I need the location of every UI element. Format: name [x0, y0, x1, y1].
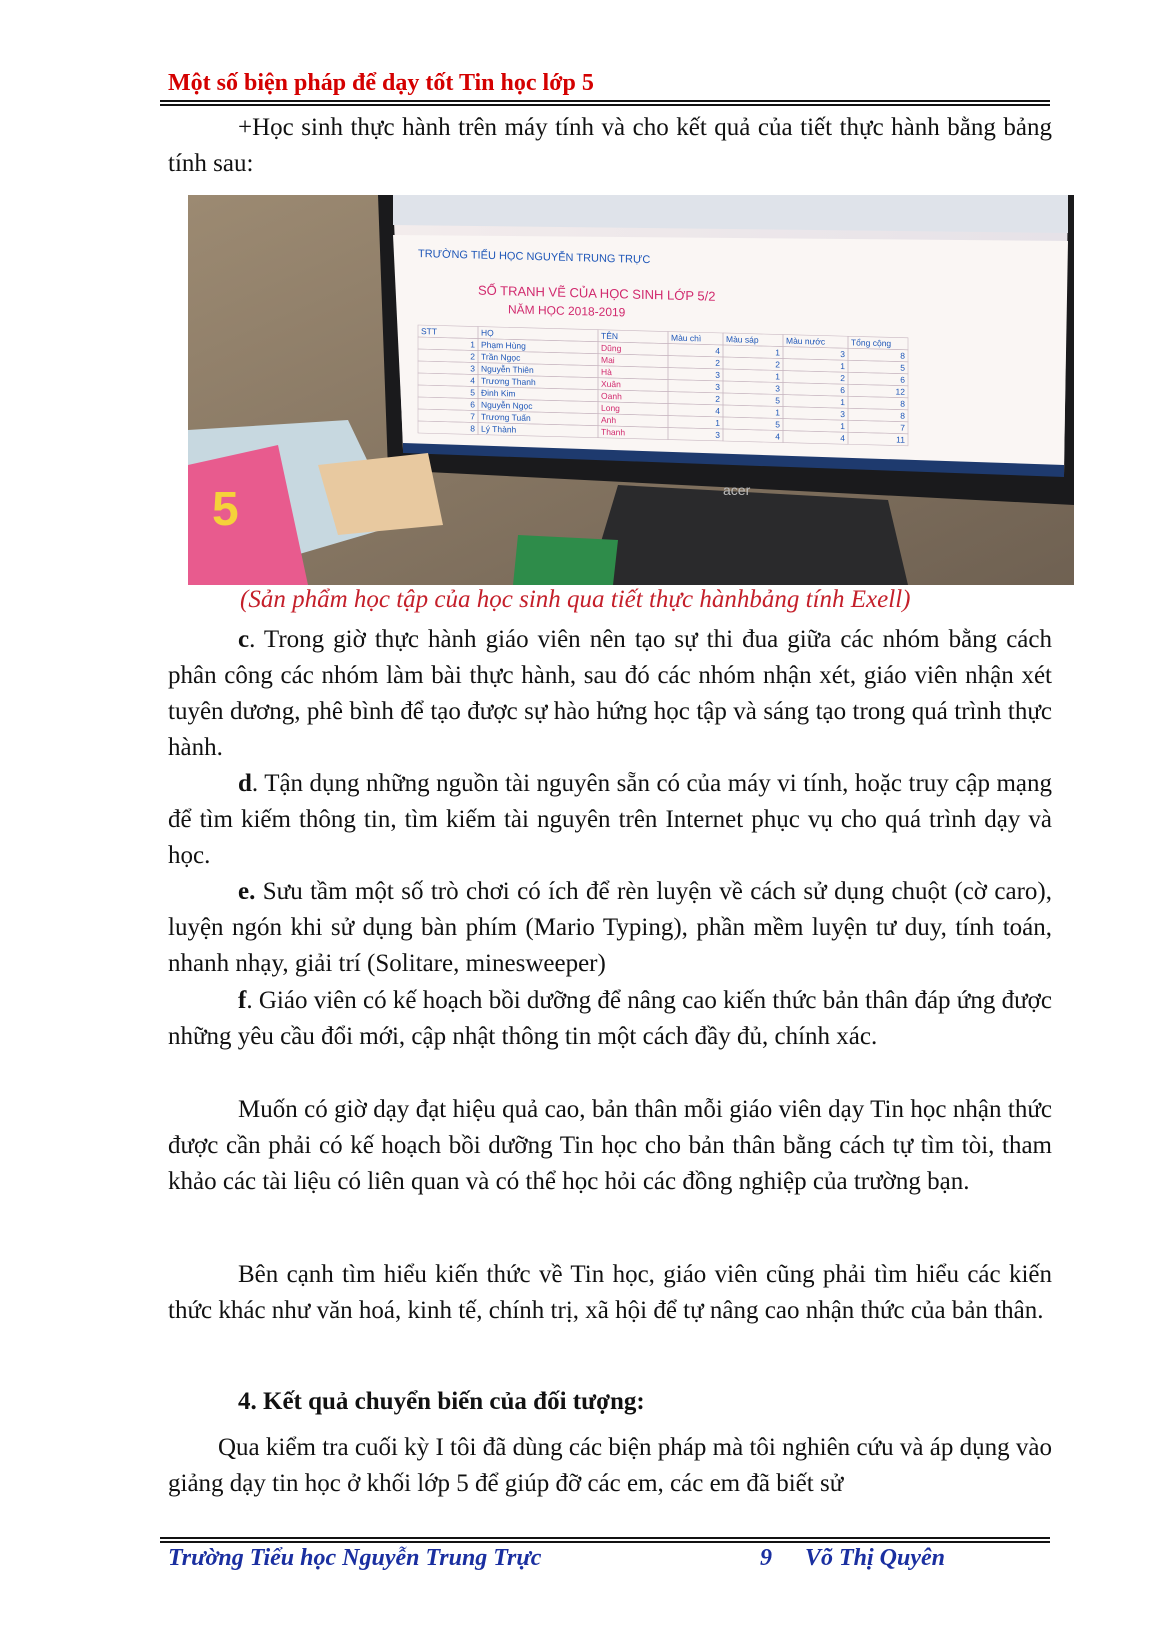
sheet-header-cell: Tổng cộng: [851, 337, 892, 349]
sheet-header-cell: Màu nước: [786, 335, 826, 347]
sheet-data-cell: Long: [601, 402, 620, 414]
sheet-header-cell: HỌ: [481, 327, 494, 338]
sheet-data-cell: Trương Tuấn: [481, 411, 531, 423]
sheet-data-cell: Trần Ngọc: [481, 351, 521, 363]
sheet-school: TRƯỜNG TIỂU HỌC NGUYỄN TRUNG TRỰC: [418, 248, 651, 267]
footer-author: Võ Thị Quyên: [805, 1545, 946, 1571]
book-number: 5: [212, 483, 239, 536]
item-d: [168, 766, 1052, 874]
sheet-year: NĂM HỌC 2018-2019: [508, 302, 626, 320]
sheet-data-cell: 3: [470, 363, 475, 374]
paragraph-muon: Muốn có giờ dạy đạt hiệu quả cao, bản thân mỗi giáo viên dạy Tin học nhận thức được cần phải có kế hoạch bồi dưỡng Tin học cho bản thân bằng cách tự tìm tòi, tham khảo các tài liệu có liên quan và có thể học hỏi các đồng nghiệp của trường bạn.: [168, 1096, 1052, 1195]
item-f-label: f: [238, 987, 247, 1014]
sheet-data-cell: 3: [840, 409, 845, 420]
sheet-data-cell: 6: [900, 374, 905, 385]
sheet-data-cell: 2: [840, 373, 845, 384]
item-c-label: c: [238, 626, 250, 653]
sheet-data-cell: 4: [470, 375, 475, 386]
sheet-data-cell: Đinh Kim: [481, 387, 516, 399]
sheet-data-cell: 6: [470, 399, 475, 410]
sheet-data-cell: 5: [470, 387, 475, 398]
footer-page-number: 9: [760, 1545, 772, 1571]
item-e-text: Sưu tầm một số trò chơi có ích để rèn luyện về cách sử dụng chuột (cờ caro), luyện ngón khi sử dụng bàn phím (Mario Typing), phần mềm luyện tư duy, tính toán, nhanh nhạy, giải trí (Solitare, minesweeper): [168, 878, 1052, 977]
sheet-data-cell: 2: [715, 393, 720, 404]
sheet-data-cell: 2: [470, 351, 475, 362]
sheet-data-cell: 8: [470, 423, 475, 434]
footer-rule: [160, 1537, 1050, 1539]
sheet-data-cell: 4: [775, 431, 780, 442]
sheet-data-cell: 3: [840, 349, 845, 360]
photo-caption: (Sản phẩm học tập của học sinh qua tiết thực hànhbảng tính Exell): [240, 586, 911, 613]
sheet-data-cell: 5: [900, 362, 905, 373]
sheet-data-cell: 2: [775, 359, 780, 370]
sheet-data-cell: 8: [900, 350, 905, 361]
sheet-data-cell: 12: [895, 386, 905, 397]
sheet-data-cell: Anh: [601, 414, 617, 426]
sheet-data-cell: Thanh: [601, 426, 626, 438]
sheet-data-cell: 4: [715, 345, 720, 356]
sheet-header-cell: Màu chì: [671, 332, 702, 344]
sheet-data-cell: Dũng: [601, 342, 622, 354]
item-e: [168, 874, 1052, 982]
item-c-text: . Trong giờ thực hành giáo viên nên tạo sự thi đua giữa các nhóm bằng cách phân công các nhóm làm bài thực hành, sau đó các nhóm nhận xét, giáo viên nhận xét tuyên dương, phê bình để tạo được sự hào hứng học tập và sáng tạo trong quá trình thực hành.: [168, 626, 1052, 761]
sheet-header-cell: TÊN: [601, 330, 618, 342]
sheet-data-cell: 11: [896, 434, 905, 445]
sheet-data-cell: 4: [840, 433, 845, 444]
sheet-data-cell: Oanh: [601, 390, 622, 402]
sheet-data-cell: Nguyễn Ngọc: [481, 399, 533, 411]
sheet-data-cell: 4: [715, 405, 720, 416]
sheet-data-cell: 5: [775, 419, 780, 430]
sheet-data-cell: Phạm Hùng: [481, 339, 526, 351]
photo-illustration: [188, 195, 1074, 585]
sheet-data-cell: 3: [715, 381, 720, 392]
sheet-data-cell: 3: [715, 369, 720, 380]
spreadsheet-photo: [188, 195, 1074, 585]
item-d-label: d: [238, 770, 252, 797]
sheet-data-cell: 1: [840, 361, 845, 372]
sheet-data-cell: 6: [840, 385, 845, 396]
sheet-data-cell: Xuân: [601, 378, 621, 390]
sheet-header-cell: STT: [421, 326, 438, 337]
item-c: [168, 622, 1052, 766]
header-title: Một số biện pháp để dạy tốt Tin học lớp 5: [168, 70, 594, 96]
sheet-data-cell: 1: [715, 417, 720, 428]
sheet-data-cell: Nguyễn Thiên: [481, 363, 534, 376]
header-rule-2: [160, 104, 1050, 106]
sheet-data-cell: Mai: [601, 354, 615, 366]
sheet-data-cell: Hà: [601, 366, 612, 378]
paragraph-qua: Qua kiểm tra cuối kỳ I tôi đã dùng các biện pháp mà tôi nghiên cứu và áp dụng vào giảng dạy tin học ở khối lớp 5 để giúp đỡ các em, các em đã biết sử: [168, 1434, 1052, 1497]
header-rule: [160, 100, 1050, 102]
sheet-data-cell: 8: [900, 398, 905, 409]
sheet-data-cell: 1: [775, 371, 780, 382]
sheet-data-cell: 3: [775, 383, 780, 394]
sheet-data-cell: 1: [840, 397, 845, 408]
item-f-text: . Giáo viên có kế hoạch bồi dưỡng để nâng cao kiến thức bản thân đáp ứng được những yêu cầu đổi mới, cập nhật thông tin một cách đầy đủ, chính xác.: [168, 987, 1052, 1050]
intro-paragraph: +Học sinh thực hành trên máy tính và cho kết quả của tiết thực hành bằng bảng tính sau:: [168, 114, 1052, 177]
sheet-data-cell: 2: [715, 357, 720, 368]
sheet-data-cell: 7: [470, 411, 475, 422]
footer-rule-2: [160, 1541, 1050, 1543]
sheet-data-cell: 1: [775, 407, 780, 418]
paragraph-ben: Bên cạnh tìm hiểu kiến thức về Tin học, giáo viên cũng phải tìm hiểu các kiến thức khác như văn hoá, kinh tế, chính trị, xã hội để tự nâng cao nhận thức của bản thân.: [168, 1261, 1052, 1324]
item-f: [168, 983, 1052, 1055]
sheet-data-cell: 1: [470, 339, 475, 350]
sheet-data-cell: 8: [900, 410, 905, 421]
sheet-data-cell: Trương Thanh: [481, 375, 536, 388]
sheet-data-cell: 1: [775, 347, 780, 358]
footer-school: Trường Tiểu học Nguyễn Trung Trực: [168, 1545, 542, 1571]
sheet-data-cell: Lý Thành: [481, 423, 517, 435]
item-d-text: . Tận dụng những nguồn tài nguyên sẵn có của máy vi tính, hoặc truy cập mạng để tìm kiếm thông tin, tìm kiếm tài nguyên trên Internet phục vụ cho quá trình dạy và học.: [168, 770, 1052, 869]
monitor-brand: acer: [723, 482, 751, 498]
sheet-data-cell: 3: [715, 429, 720, 440]
sheet-data-cell: 1: [840, 421, 845, 432]
sheet-data-cell: 7: [900, 422, 905, 433]
section-4-heading: 4. Kết quả chuyển biến của đối tượng:: [238, 1388, 645, 1415]
sheet-data-cell: 5: [775, 395, 780, 406]
item-e-label: e.: [238, 878, 256, 905]
sheet-header-cell: Màu sáp: [726, 334, 759, 345]
sheet-title: SỐ TRANH VẼ CỦA HỌC SINH LỚP 5/2: [478, 282, 716, 304]
